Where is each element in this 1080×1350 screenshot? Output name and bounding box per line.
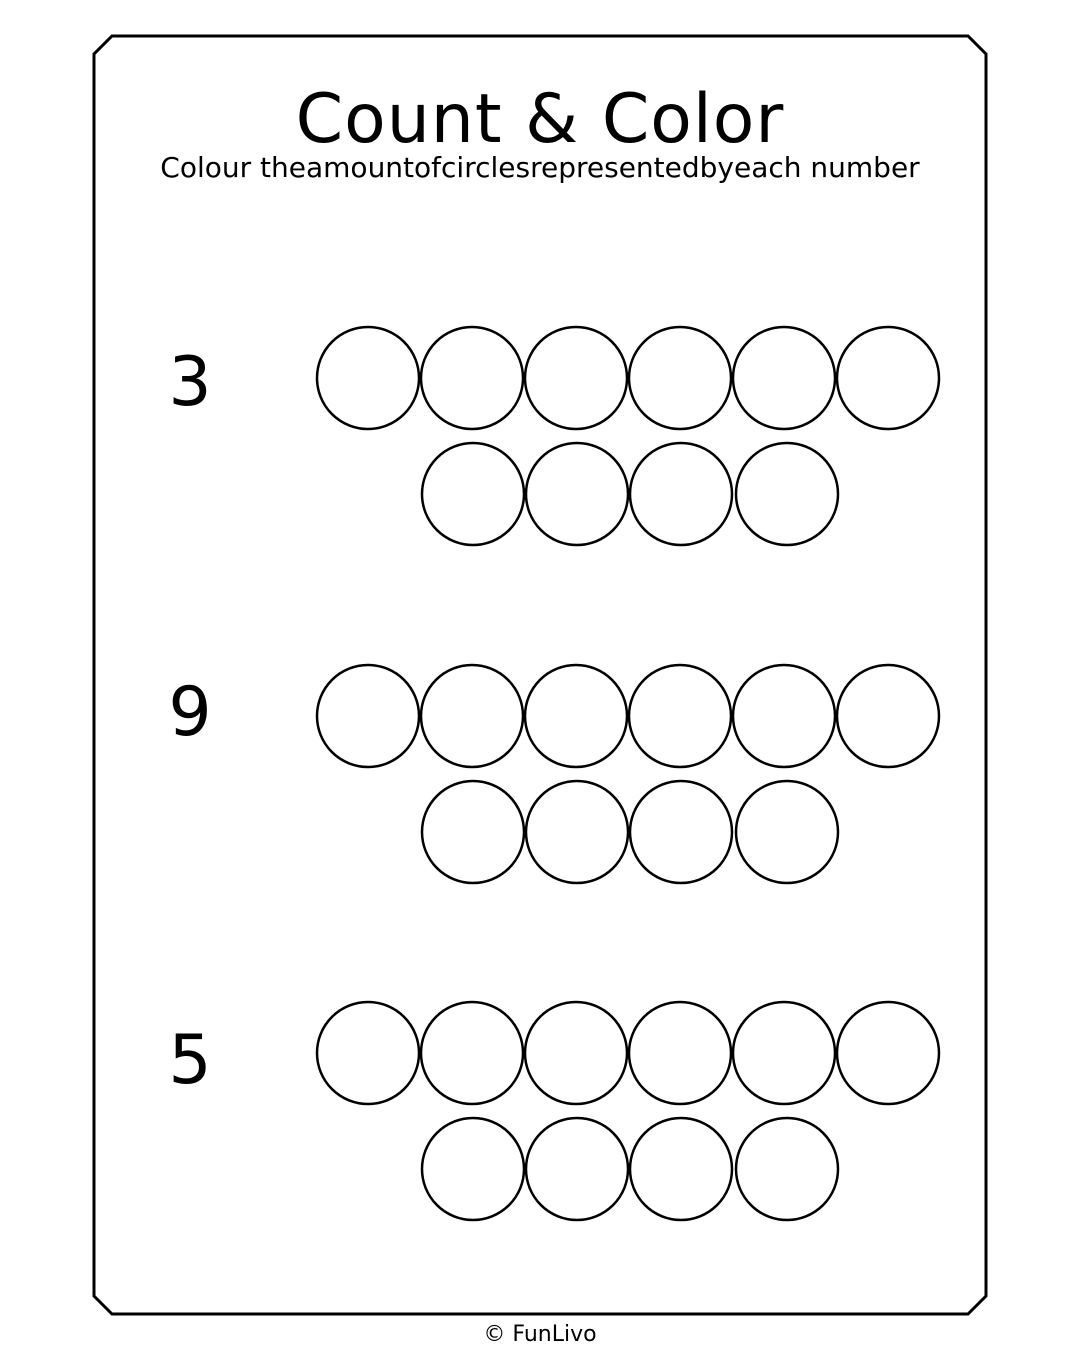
- circle-group-2: [317, 665, 939, 883]
- colour-circle[interactable]: [837, 1002, 939, 1104]
- colour-circle[interactable]: [421, 1002, 523, 1104]
- colour-circle[interactable]: [630, 1118, 732, 1220]
- copyright-footer: © FunLivo: [483, 1322, 597, 1347]
- colour-circle[interactable]: [317, 1002, 419, 1104]
- colour-circle[interactable]: [422, 1118, 524, 1220]
- colour-circle[interactable]: [629, 1002, 731, 1104]
- colour-circle[interactable]: [733, 327, 835, 429]
- colour-circle[interactable]: [525, 327, 627, 429]
- colour-circle[interactable]: [317, 327, 419, 429]
- colour-circle[interactable]: [733, 665, 835, 767]
- row-number-1: 3: [168, 343, 212, 422]
- colour-circle[interactable]: [525, 1002, 627, 1104]
- colour-circle[interactable]: [629, 327, 731, 429]
- colour-circle[interactable]: [736, 443, 838, 545]
- colour-circle[interactable]: [736, 781, 838, 883]
- worksheet-instruction: Colour theamountofcirclesrepresentedbyeach number: [160, 151, 920, 184]
- colour-circle[interactable]: [630, 781, 732, 883]
- colour-circle[interactable]: [630, 443, 732, 545]
- worksheet-title: Count & Color: [295, 80, 785, 159]
- colour-circle[interactable]: [526, 781, 628, 883]
- colour-circle[interactable]: [736, 1118, 838, 1220]
- colour-circle[interactable]: [629, 665, 731, 767]
- row-number-2: 9: [168, 673, 212, 752]
- row-number-3: 5: [168, 1021, 212, 1100]
- colour-circle[interactable]: [421, 327, 523, 429]
- colour-circle[interactable]: [733, 1002, 835, 1104]
- circle-group-3: [317, 1002, 939, 1220]
- colour-circle[interactable]: [525, 665, 627, 767]
- colour-circle[interactable]: [526, 1118, 628, 1220]
- circle-group-1: [317, 327, 939, 545]
- colour-circle[interactable]: [317, 665, 419, 767]
- colour-circle[interactable]: [837, 327, 939, 429]
- colour-circle[interactable]: [837, 665, 939, 767]
- colour-circle[interactable]: [421, 665, 523, 767]
- colour-circle[interactable]: [422, 443, 524, 545]
- colour-circle[interactable]: [422, 781, 524, 883]
- colour-circle[interactable]: [526, 443, 628, 545]
